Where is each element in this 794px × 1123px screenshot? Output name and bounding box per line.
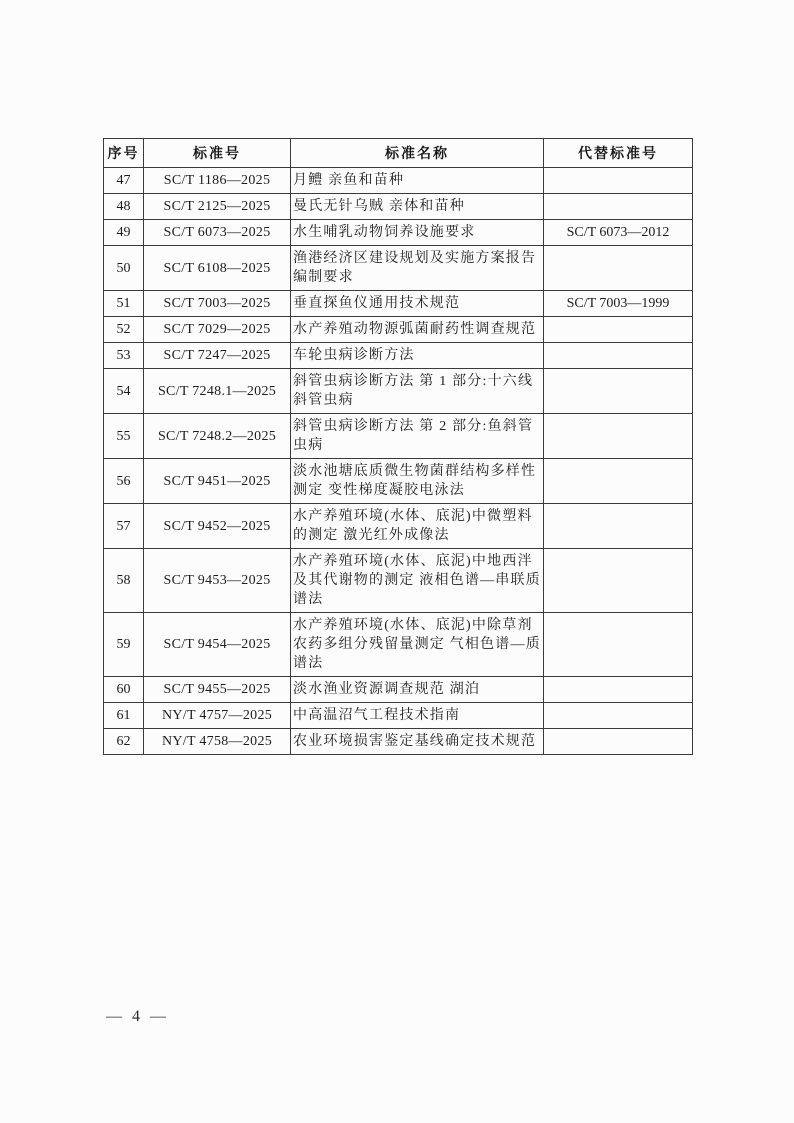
table-row	[104, 194, 693, 220]
serial-number-cell: 52	[104, 317, 144, 343]
replaced-standard-cell	[544, 677, 693, 703]
standard-name-cell: 水产养殖环境(水体、底泥)中微塑料的测定 激光红外成像法	[291, 504, 544, 549]
standard-code-cell: SC/T 6108—2025	[144, 246, 291, 291]
table-row	[104, 504, 693, 549]
header-replaced-standard: 代替标准号	[544, 139, 693, 168]
table-row	[104, 291, 693, 317]
table-row	[104, 459, 693, 504]
standard-name-cell: 斜管虫病诊断方法 第 2 部分:鱼斜管虫病	[291, 414, 544, 459]
standard-code-cell: NY/T 4758—2025	[144, 729, 291, 755]
standard-code-cell: SC/T 7029—2025	[144, 317, 291, 343]
replaced-standard-cell	[544, 246, 693, 291]
serial-number-cell: 56	[104, 459, 144, 504]
serial-number-cell: 49	[104, 220, 144, 246]
standard-name-cell: 农业环境损害鉴定基线确定技术规范	[291, 729, 544, 755]
table-row	[104, 414, 693, 459]
standard-code-cell: SC/T 6073—2025	[144, 220, 291, 246]
table-row	[104, 729, 693, 755]
standard-code-cell: SC/T 9455—2025	[144, 677, 291, 703]
standard-code-cell: SC/T 7247—2025	[144, 343, 291, 369]
standard-name-cell: 曼氏无针乌贼 亲体和苗种	[291, 194, 544, 220]
header-standard-name: 标准名称	[291, 139, 544, 168]
table-row	[104, 246, 693, 291]
serial-number-cell: 55	[104, 414, 144, 459]
replaced-standard-cell	[544, 317, 693, 343]
table-row	[104, 220, 693, 246]
serial-number-cell: 62	[104, 729, 144, 755]
replaced-standard-cell	[544, 549, 693, 613]
standard-name-cell: 斜管虫病诊断方法 第 1 部分:十六线斜管虫病	[291, 369, 544, 414]
serial-number-cell: 61	[104, 703, 144, 729]
standard-code-cell: NY/T 4757—2025	[144, 703, 291, 729]
replaced-standard-cell: SC/T 6073—2012	[544, 220, 693, 246]
replaced-standard-cell	[544, 369, 693, 414]
standard-code-cell: SC/T 2125—2025	[144, 194, 291, 220]
replaced-standard-cell	[544, 168, 693, 194]
serial-number-cell: 48	[104, 194, 144, 220]
serial-number-cell: 59	[104, 613, 144, 677]
standard-name-cell: 车轮虫病诊断方法	[291, 343, 544, 369]
replaced-standard-cell	[544, 459, 693, 504]
standard-name-cell: 水产养殖动物源弧菌耐药性调查规范	[291, 317, 544, 343]
standard-name-cell: 水产养殖环境(水体、底泥)中地西泮及其代谢物的测定 液相色谱—串联质谱法	[291, 549, 544, 613]
standard-name-cell: 渔港经济区建设规划及实施方案报告编制要求	[291, 246, 544, 291]
serial-number-cell: 57	[104, 504, 144, 549]
standard-name-cell: 月鳢 亲鱼和苗种	[291, 168, 544, 194]
standard-name-cell: 水生哺乳动物饲养设施要求	[291, 220, 544, 246]
replaced-standard-cell	[544, 194, 693, 220]
standard-name-cell: 中高温沼气工程技术指南	[291, 703, 544, 729]
replaced-standard-cell: SC/T 7003—1999	[544, 291, 693, 317]
serial-number-cell: 60	[104, 677, 144, 703]
standard-name-cell: 淡水渔业资源调查规范 湖泊	[291, 677, 544, 703]
header-serial-number: 序号	[104, 139, 144, 168]
serial-number-cell: 58	[104, 549, 144, 613]
table-row	[104, 369, 693, 414]
standards-table-header	[104, 139, 693, 168]
serial-number-cell: 53	[104, 343, 144, 369]
table-row	[104, 677, 693, 703]
table-row	[104, 168, 693, 194]
table-row	[104, 343, 693, 369]
serial-number-cell: 54	[104, 369, 144, 414]
table-row	[104, 317, 693, 343]
standard-code-cell: SC/T 1186—2025	[144, 168, 291, 194]
standard-code-cell: SC/T 9453—2025	[144, 549, 291, 613]
standard-code-cell: SC/T 9452—2025	[144, 504, 291, 549]
table-row	[104, 703, 693, 729]
standards-table	[103, 138, 693, 755]
standard-code-cell: SC/T 7248.2—2025	[144, 414, 291, 459]
serial-number-cell: 50	[104, 246, 144, 291]
serial-number-cell: 47	[104, 168, 144, 194]
standard-code-cell: SC/T 9454—2025	[144, 613, 291, 677]
header-standard-code: 标准号	[144, 139, 291, 168]
standard-code-cell: SC/T 9451—2025	[144, 459, 291, 504]
standard-code-cell: SC/T 7248.1—2025	[144, 369, 291, 414]
table-row	[104, 613, 693, 677]
replaced-standard-cell	[544, 343, 693, 369]
replaced-standard-cell	[544, 703, 693, 729]
standard-name-cell: 水产养殖环境(水体、底泥)中除草剂农药多组分残留量测定 气相色谱—质谱法	[291, 613, 544, 677]
replaced-standard-cell	[544, 504, 693, 549]
standards-table-body	[104, 168, 693, 755]
replaced-standard-cell	[544, 613, 693, 677]
standard-name-cell: 淡水池塘底质微生物菌群结构多样性测定 变性梯度凝胶电泳法	[291, 459, 544, 504]
standard-code-cell: SC/T 7003—2025	[144, 291, 291, 317]
replaced-standard-cell	[544, 729, 693, 755]
header-row	[104, 139, 693, 168]
page-number: — 4 —	[106, 1008, 169, 1025]
serial-number-cell: 51	[104, 291, 144, 317]
table-row	[104, 549, 693, 613]
replaced-standard-cell	[544, 414, 693, 459]
standard-name-cell: 垂直探鱼仪通用技术规范	[291, 291, 544, 317]
standards-table-container	[103, 138, 692, 755]
